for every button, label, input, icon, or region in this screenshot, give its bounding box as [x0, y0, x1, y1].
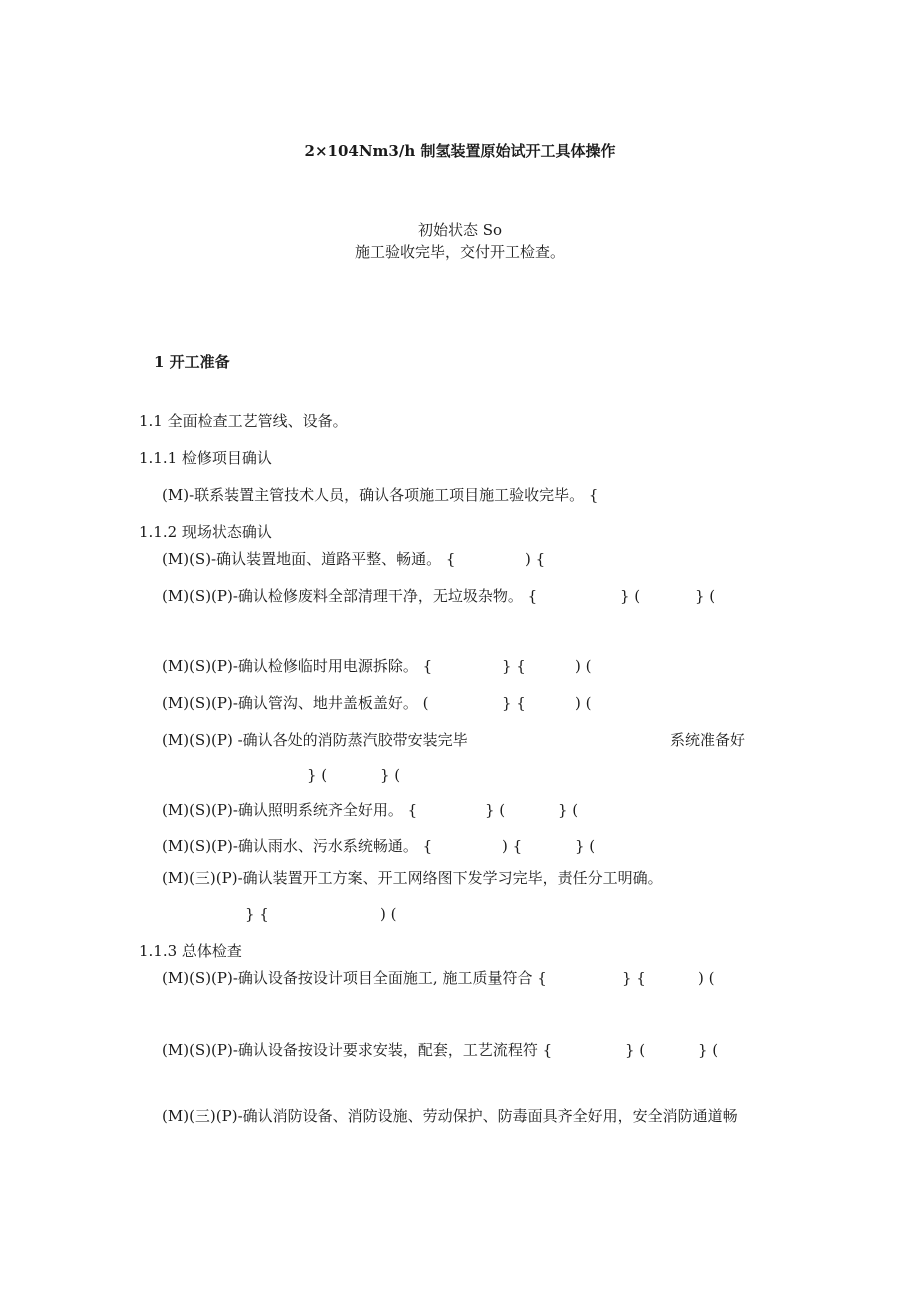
bracket-mark: ) {	[502, 837, 523, 855]
bracket-mark: } (	[620, 587, 641, 605]
document-title: 2×104Nm3/h 制氢装置原始试开工具体操作	[304, 142, 616, 160]
bracket-mark: } (	[307, 766, 328, 784]
check-item: (M)(S)(P)-确认设备按设计要求安装，配套，工艺流程符 {	[162, 1041, 553, 1059]
bracket-mark: } (	[698, 1041, 719, 1059]
initial-state-description: 施工验收完毕，交付开工检查。	[354, 243, 565, 261]
check-item: (M)(三)(P)-确认装置开工方案、开工网络图下发学习完毕，责任分工明确。	[162, 869, 663, 887]
bracket-mark: } (	[695, 587, 716, 605]
check-item: (M)(S)(P) -确认各处的消防蒸汽胶带安装完毕	[162, 731, 468, 749]
check-item: (M)(S)-确认装置地面、道路平整、畅通。 {	[162, 550, 456, 568]
section-heading: 1 开工准备	[154, 353, 230, 371]
check-item: (M)(S)(P)-确认雨水、污水系统畅通。 {	[162, 837, 433, 855]
bracket-mark: } {	[502, 694, 526, 712]
bracket-mark: ) (	[575, 657, 592, 675]
check-item: (M)-联系装置主管技术人员，确认各项施工项目施工验收完毕。 {	[162, 486, 599, 504]
subsection-1-1-2-heading: 1.1.2 现场状态确认	[139, 523, 272, 541]
bracket-mark: } (	[575, 837, 596, 855]
bracket-mark: } {	[622, 969, 646, 987]
check-item: (M)(S)(P)-确认检修废料全部清理干净，无垃圾杂物。 {	[162, 587, 538, 605]
subsection-1-1: 1.1 全面检查工艺管线、设备。	[139, 412, 348, 430]
initial-state-label: 初始状态 So	[417, 221, 503, 239]
bracket-mark: ) (	[380, 905, 397, 923]
subsection-1-1-1-heading: 1.1.1 检修项目确认	[139, 449, 272, 467]
bracket-mark: } {	[502, 657, 526, 675]
check-item: (M)(三)(P)-确认消防设备、消防设施、劳动保护、防毒面具齐全好用，安全消防通道畅	[162, 1107, 738, 1125]
bracket-mark: } (	[380, 766, 401, 784]
bracket-mark: ) {	[525, 550, 546, 568]
subsection-1-1-3-heading: 1.1.3 总体检查	[139, 942, 242, 960]
check-item: (M)(S)(P)-确认照明系统齐全好用。 {	[162, 801, 418, 819]
check-item: (M)(S)(P)-确认设备按设计项目全面施工, 施工质量符合 {	[162, 969, 547, 987]
bracket-mark: ) (	[698, 969, 715, 987]
check-item: (M)(S)(P)-确认管沟、地井盖板盖好。 (	[162, 694, 429, 712]
bracket-mark: } (	[485, 801, 506, 819]
check-item-trailing-text: 系统准备好	[670, 731, 746, 749]
bracket-mark: } (	[558, 801, 579, 819]
bracket-mark: ) (	[575, 694, 592, 712]
bracket-mark: } {	[245, 905, 269, 923]
bracket-mark: } (	[625, 1041, 646, 1059]
check-item: (M)(S)(P)-确认检修临时用电源拆除。 {	[162, 657, 433, 675]
